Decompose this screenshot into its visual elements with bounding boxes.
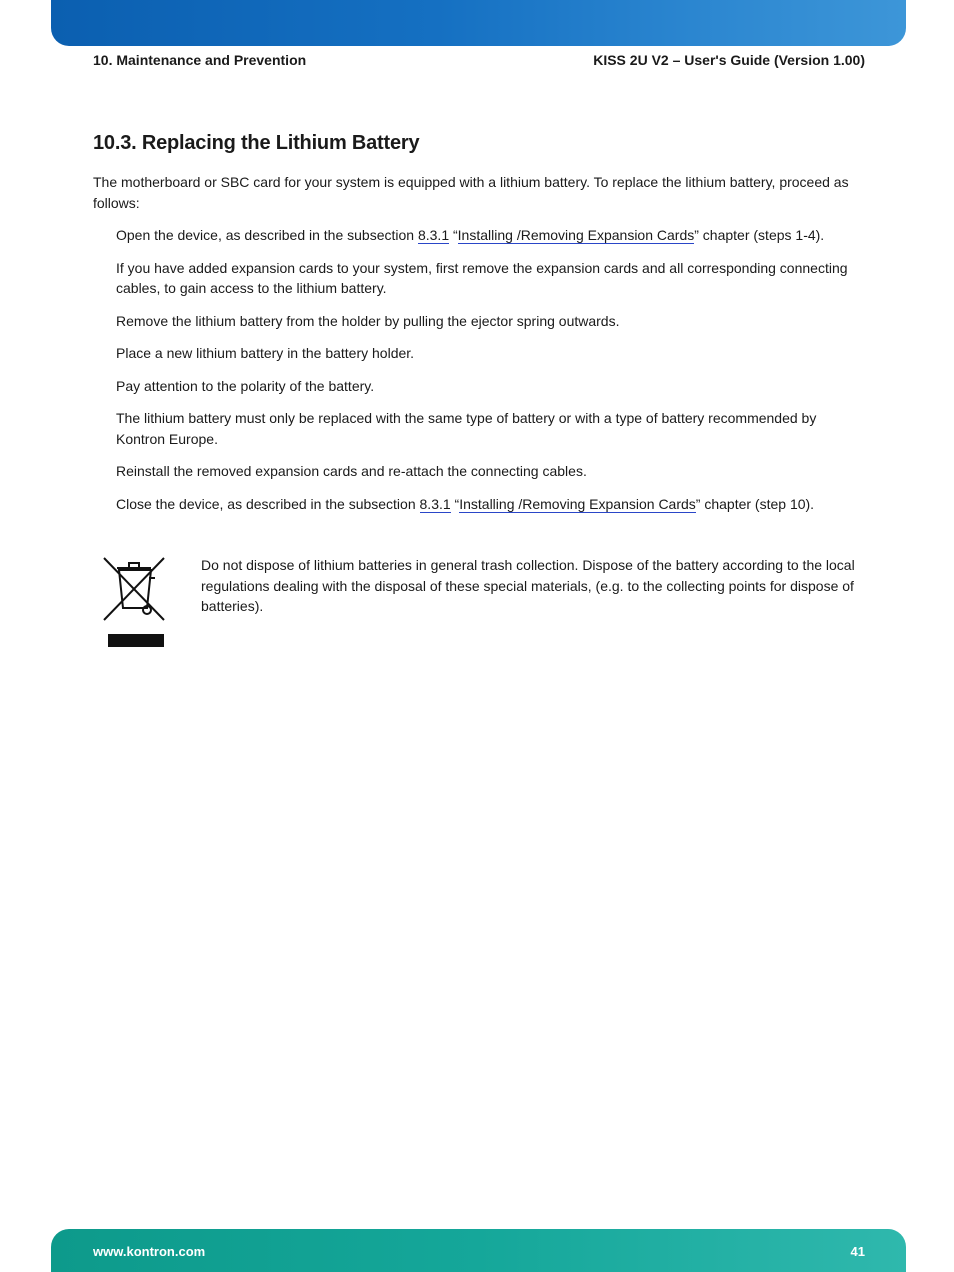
- quote-mark: “: [449, 227, 458, 243]
- footer-website: www.kontron.com: [93, 1244, 206, 1259]
- chapter-link[interactable]: Installing /Removing Expansion Cards: [457, 227, 695, 243]
- step-item: [116, 225, 866, 246]
- section-ref-link[interactable]: 8.3.1: [419, 495, 451, 512]
- procedure-steps: [116, 225, 866, 526]
- step-text: Close the device, as described in the subsection: [116, 495, 420, 512]
- page-number: 41: [850, 1244, 865, 1259]
- step-text: Open the device, as described in the subsection: [116, 227, 418, 243]
- disposal-note: Do not dispose of lithium batteries in general trash collection. Dispose of the battery according to the local regulations dealing with the disposal of these special materials, (e.g. to the collecting points for dispose of batteries).: [201, 557, 855, 614]
- crossed-out-wheelie-bin-icon: [101, 556, 167, 650]
- step-item: [116, 494, 866, 515]
- step-item: Pay attention to the polarity of the battery.: [116, 377, 375, 394]
- step-item: If you have added expansion cards to your system, first remove the expansion cards and all corresponding connecting cables, to gain access to the lithium battery.: [116, 259, 848, 296]
- document-title: KISS 2U V2 – User's Guide (Version 1.00): [593, 52, 865, 68]
- chapter-link[interactable]: Installing /Removing Expansion Cards: [459, 495, 696, 512]
- step-text: ” chapter (steps 1-4).: [694, 227, 825, 243]
- step-item: The lithium battery must only be replaced with the same type of battery or with a type of battery recommended by Kontron Europe.: [116, 410, 817, 447]
- step-item: Place a new lithium battery in the battery holder.: [116, 345, 415, 361]
- intro-paragraph: The motherboard or SBC card for your system is equipped with a lithium battery. To replace the lithium battery, proceed as follows:: [93, 174, 849, 211]
- step-text: ” chapter (step 10).: [695, 495, 815, 512]
- header-band: [51, 0, 906, 46]
- section-ref-link[interactable]: 8.3.1: [417, 227, 450, 243]
- step-item: Remove the lithium battery from the holder by pulling the ejector spring outwards.: [116, 312, 620, 329]
- chapter-title: 10. Maintenance and Prevention: [93, 52, 307, 68]
- quote-mark: “: [450, 495, 460, 512]
- step-item: Reinstall the removed expansion cards and re-attach the connecting cables.: [116, 463, 587, 479]
- section-heading: 10.3. Replacing the Lithium Battery: [93, 132, 420, 154]
